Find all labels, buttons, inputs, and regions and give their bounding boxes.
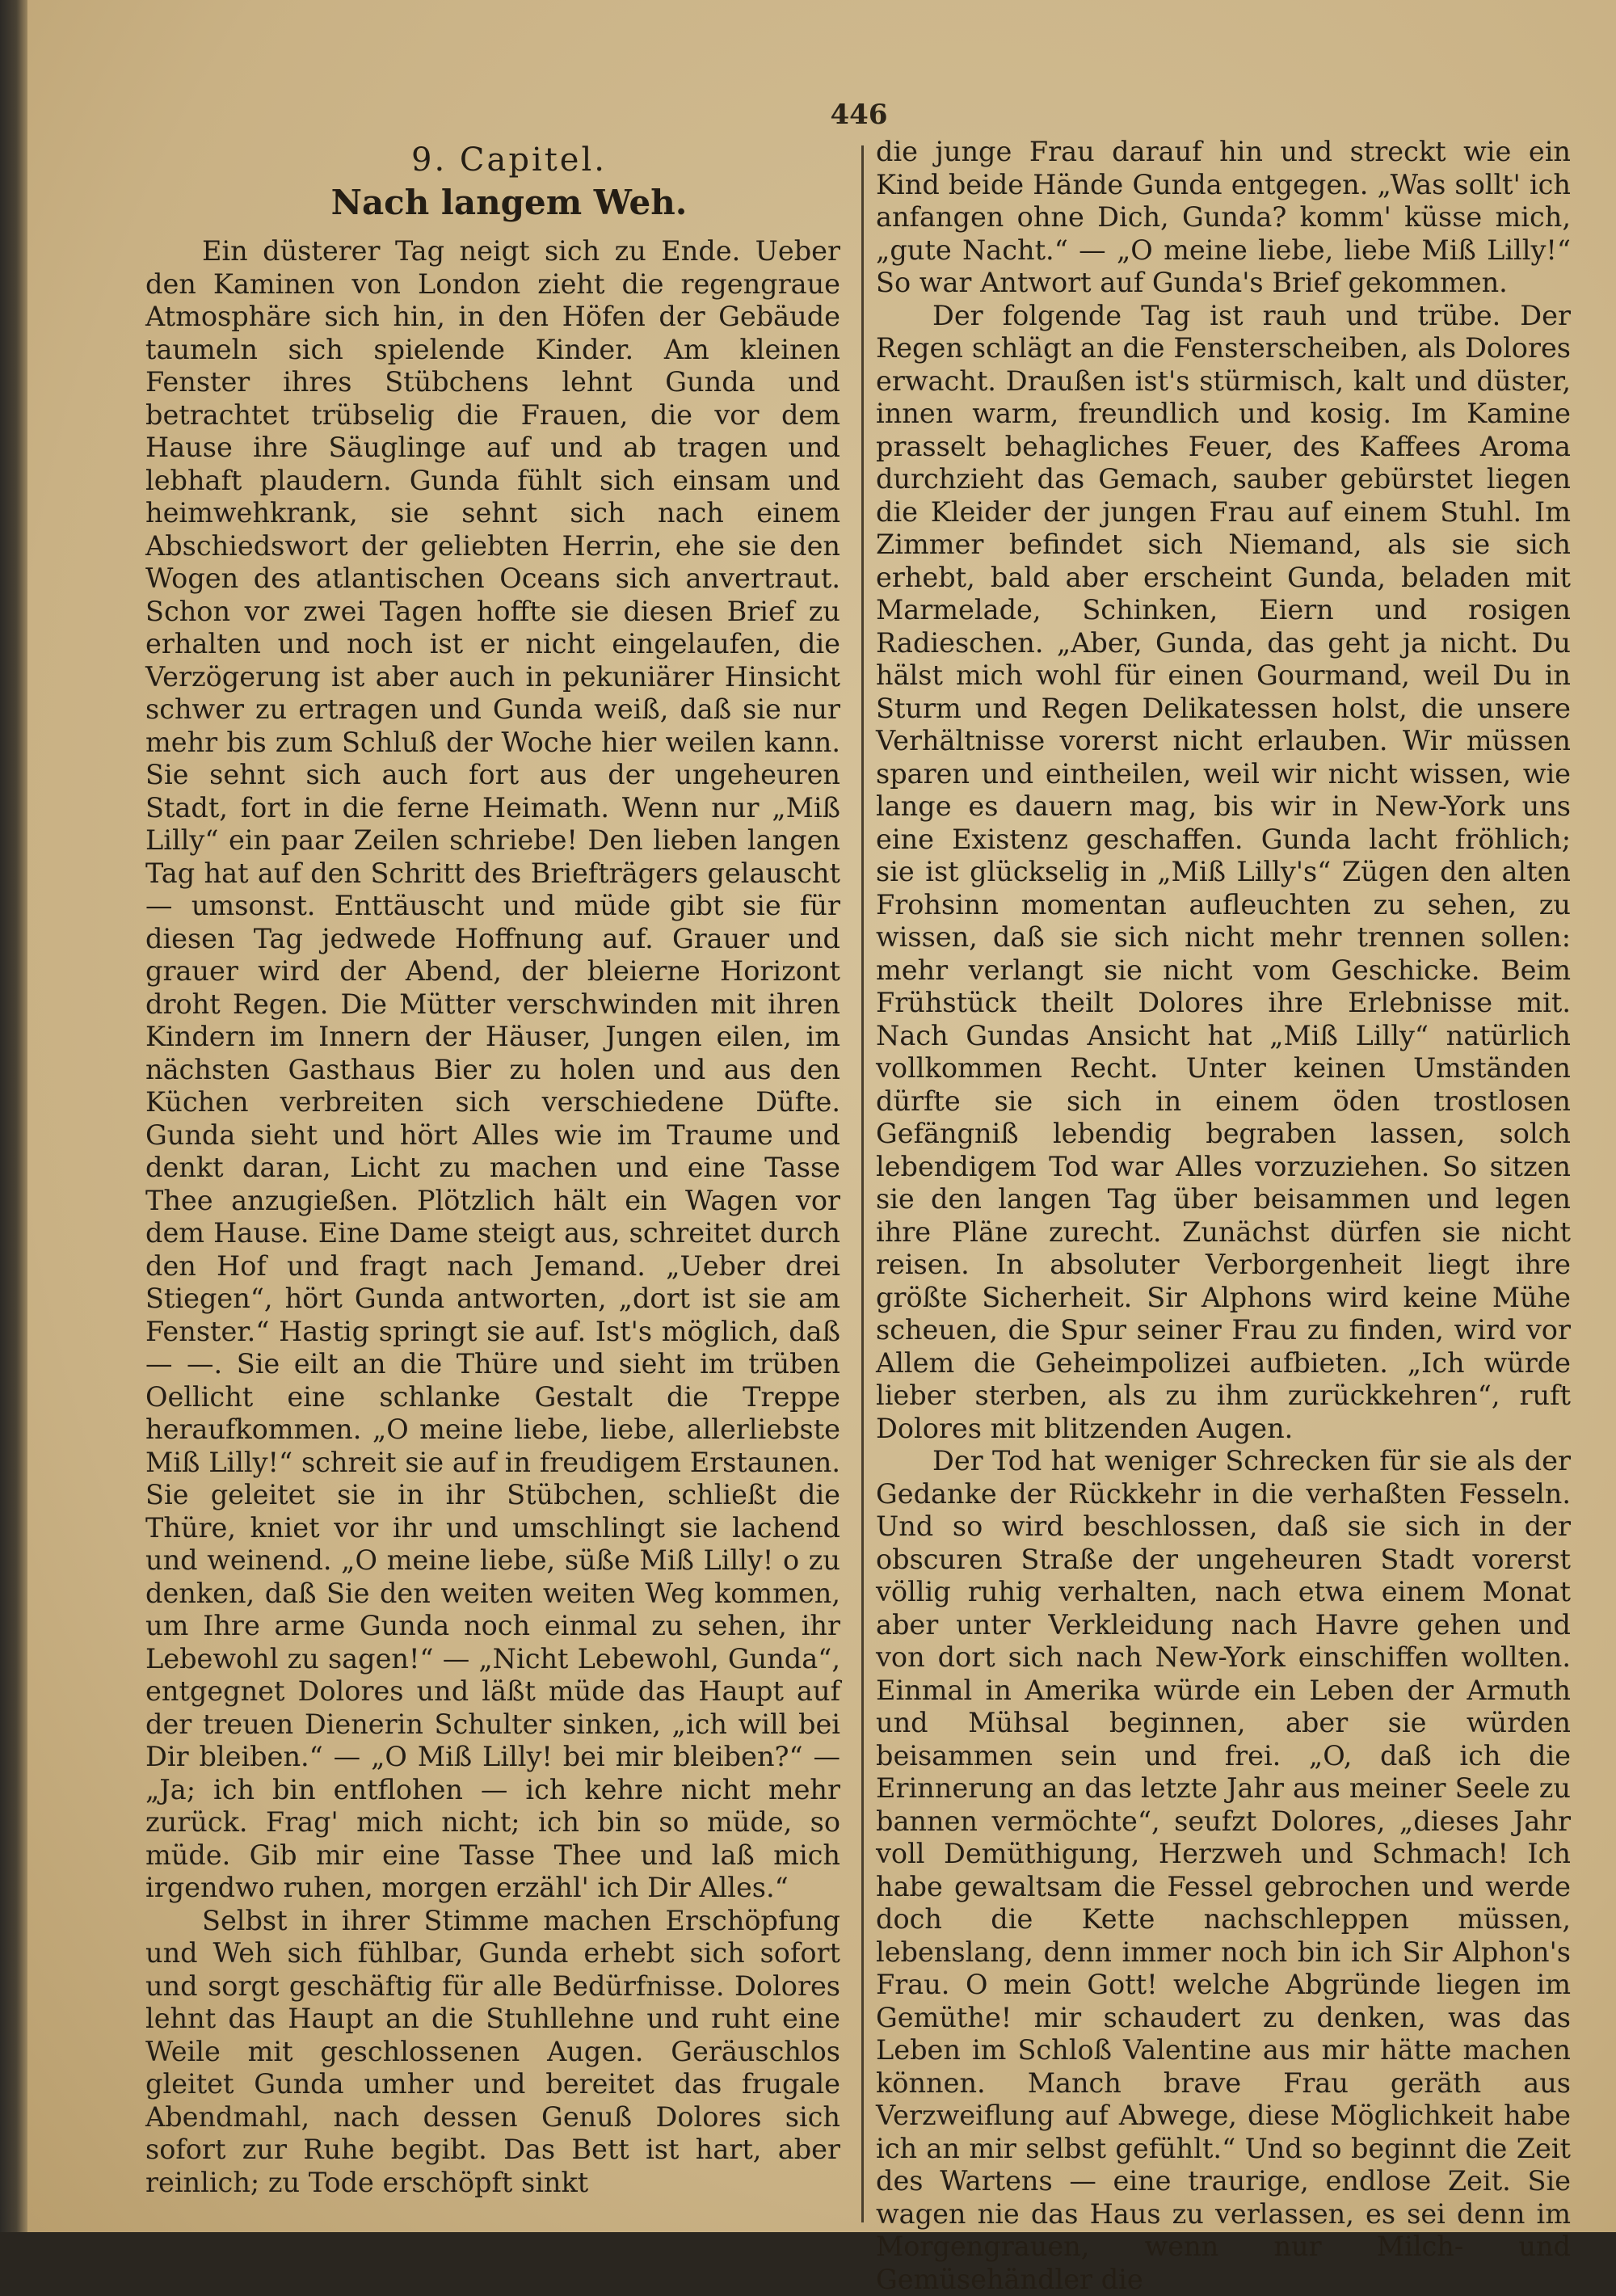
page-number: 446 — [830, 99, 888, 131]
paragraph: die junge Frau darauf hin und streckt wie ein Kind beide Hände Gunda entgegen. „Was sollt' ich anfangen ohne Dich, Gunda? komm' küsse mich, „gute Nacht.“ — „O meine liebe, liebe Miß Lilly!“ So war Antwort auf Gunda's Brief gekommen. — [876, 136, 1571, 298]
page-binding-edge — [0, 0, 27, 2232]
column-divider — [861, 145, 864, 2222]
paragraph: Der folgende Tag ist rauh und trübe. Der Regen schlägt an die Fensterscheiben, als Dolores erwacht. Draußen ist's stürmisch, kalt und düster, innen warm, freundlich und kosig. Im Kamine prasselt behagliches Feuer, des Kaffees Aroma durchzieht das Gemach, sauber gebürstet liegen die Kleider der jungen Frau auf einem Stuhl. Im Zimmer befindet sich Niemand, als sie sich erhebt, bald aber erscheint Gunda, beladen mit Marmelade, Schinken, Eiern und rosigen Radieschen. „Aber, Gunda, das geht ja nicht. Du hälst mich wohl für einen Gourmand, weil Du in Sturm und Regen Delikatessen holst, die unsere Verhältnisse vorerst nicht erlauben. Wir müssen sparen und eintheilen, weil wir nicht wissen, wie lange es dauern mag, bis wir in New-York uns eine Existenz geschaffen. Gunda lacht fröhlich; sie ist glückselig in „Miß Lilly's“ Zügen den alten Frohsinn momentan aufleuchten zu sehen, zu wissen, daß sie sich nicht mehr trennen sollen: mehr verlangt sie nicht vom Geschicke. Beim Frühstück theilt Dolores ihre Erlebnisse mit. Nach Gundas Ansicht hat „Miß Lilly“ natürlich vollkommen Recht. Unter keinen Umständen dürfte sie sich in einem öden trostlosen Gefängniß lebendig begraben lassen, solch lebendigem Tod war Alles vorzuziehen. So sitzen sie den langen Tag über beisammen und legen ihre Pläne zurecht. Zunächst dürfen sie nicht reisen. In absoluter Verborgenheit liegt ihre größte Sicherheit. Sir Alphons wird keine Mühe scheuen, die Spur seiner Frau zu finden, wird vor Allem die Geheimpolizei aufbieten. „Ich würde lieber sterben, als zu ihm zurückkehren“, ruft Dolores mit blitzenden Augen. — [876, 299, 1571, 1444]
paragraph: Selbst in ihrer Stimme machen Erschöpfung und Weh sich fühlbar, Gunda erhebt sich sofort und sorgt geschäftig für alle Bedürfnisse. Dolores lehnt das Haupt an die Stuhllehne und ruht eine Weile mit geschlossenen Augen. Geräuschlos gleitet Gunda umher und bereitet das frugale Abendmahl, nach dessen Genuß Dolores sich sofort zur Ruhe begibt. Das Bett ist hart, aber reinlich; zu Tode erschöpft sinkt — [145, 1904, 840, 2198]
chapter-title: Nach langem Weh. — [330, 182, 688, 222]
right-column — [876, 136, 1571, 2296]
paragraph: Der Tod hat weniger Schrecken für sie als der Gedanke der Rückkehr in die verhaßten Fesseln. Und so wird beschlossen, daß sie sich in der obscuren Straße der ungeheuren Stadt vorerst völlig ruhig verhalten, nach etwa einem Monat aber unter Verkleidung nach Havre gehen und von dort sich nach New-York einschiffen wollten. Einmal in Amerika würde ein Leben der Armuth und Mühsal beginnen, aber sie würden beisammen sein und frei. „O, daß ich die Erinnerung an das letzte Jahr aus meiner Seele zu bannen vermöchte“, seufzt Dolores, „dieses Jahr voll Demüthigung, Herzweh und Schmach! Ich habe gewaltsam die Fessel gebrochen und werde doch die Kette nachschleppen müssen, lebenslang, denn immer noch bin ich Sir Alphon's Frau. O mein Gott! welche Abgründe liegen im Gemüthe! mir schaudert zu denken, was das Leben im Schloß Valentine aus mir hätte machen können. Manch brave Frau geräth aus Verzweiflung auf Abwege, diese Möglichkeit habe ich an mir selbst gefühlt.“ Und so beginnt die Zeit des Wartens — eine traurige, endlose Zeit. Sie wagen nie das Haus zu verlassen, es sei denn im Morgengrauen, wenn nur Milch- und Gemüsehändler die — [876, 1445, 1571, 2295]
left-column — [145, 136, 840, 2199]
chapter-heading: 9. Capitel. — [411, 141, 607, 179]
paragraph: Ein düsterer Tag neigt sich zu Ende. Ueber den Kaminen von London zieht die regengraue Atmosphäre sich hin, in den Höfen der Gebäude taumeln sich spielende Kinder. Am kleinen Fenster ihres Stübchens lehnt Gunda und betrachtet trübselig die Frauen, die vor dem Hause ihre Säuglinge auf und ab tragen und lebhaft plaudern. Gunda fühlt sich einsam und heimwehkrank, sie sehnt sich nach einem Abschiedswort der geliebten Herrin, ehe sie den Wogen des atlantischen Oceans sich anvertraut. Schon vor zwei Tagen hoffte sie diesen Brief zu erhalten und noch ist er nicht eingelaufen, die Verzögerung ist aber auch in pekuniärer Hinsicht schwer zu ertragen und Gunda weiß, daß sie nur mehr bis zum Schluß der Woche hier weilen kann. Sie sehnt sich auch fort aus der ungeheuren Stadt, fort in die ferne Heimath. Wenn nur „Miß Lilly“ ein paar Zeilen schriebe! Den lieben langen Tag hat auf den Schritt des Briefträgers gelauscht — umsonst. Enttäuscht und müde gibt sie für diesen Tag jedwede Hoffnung auf. Grauer und grauer wird der Abend, der bleierne Horizont droht Regen. Die Mütter verschwinden mit ihren Kindern im Innern der Häuser, Jungen eilen, im nächsten Gasthaus Bier zu holen und aus den Küchen verbreiten sich verschiedene Düfte. Gunda sieht und hört Alles wie im Traume und denkt daran, Licht zu machen und eine Tasse Thee anzugießen. Plötzlich hält ein Wagen vor dem Hause. Eine Dame steigt aus, schreitet durch den Hof und fragt nach Jemand. „Ueber drei Stiegen“, hört Gunda antworten, „dort ist sie am Fenster.“ Hastig springt sie auf. Ist's möglich, daß — —. Sie eilt an die Thüre und sieht im trüben Oellicht eine schlanke Gestalt die Treppe heraufkommen. „O meine liebe, liebe, allerliebste Miß Lilly!“ schreit sie auf in freudigem Erstaunen. Sie geleitet sie in ihr Stübchen, schließt die Thüre, kniet vor ihr und umschlingt sie lachend und weinend. „O meine liebe, süße Miß Lilly! o zu denken, daß Sie den weiten weiten Weg kommen, um Ihre arme Gunda noch einmal zu sehen, ihr Lebewohl zu sagen!“ — „Nicht Lebewohl, Gunda“, entgegnet Dolores und läßt müde das Haupt auf der treuen Dienerin Schulter sinken, „ich will bei Dir bleiben.“ — „O Miß Lilly! bei mir bleiben?“ — „Ja; ich bin entflohen — ich kehre nicht mehr zurück. Frag' mich nicht; ich bin so müde, so müde. Gib mir eine Tasse Thee und laß mich irgendwo ruhen, morgen erzähl' ich Dir Alles.“ — [145, 235, 840, 1903]
